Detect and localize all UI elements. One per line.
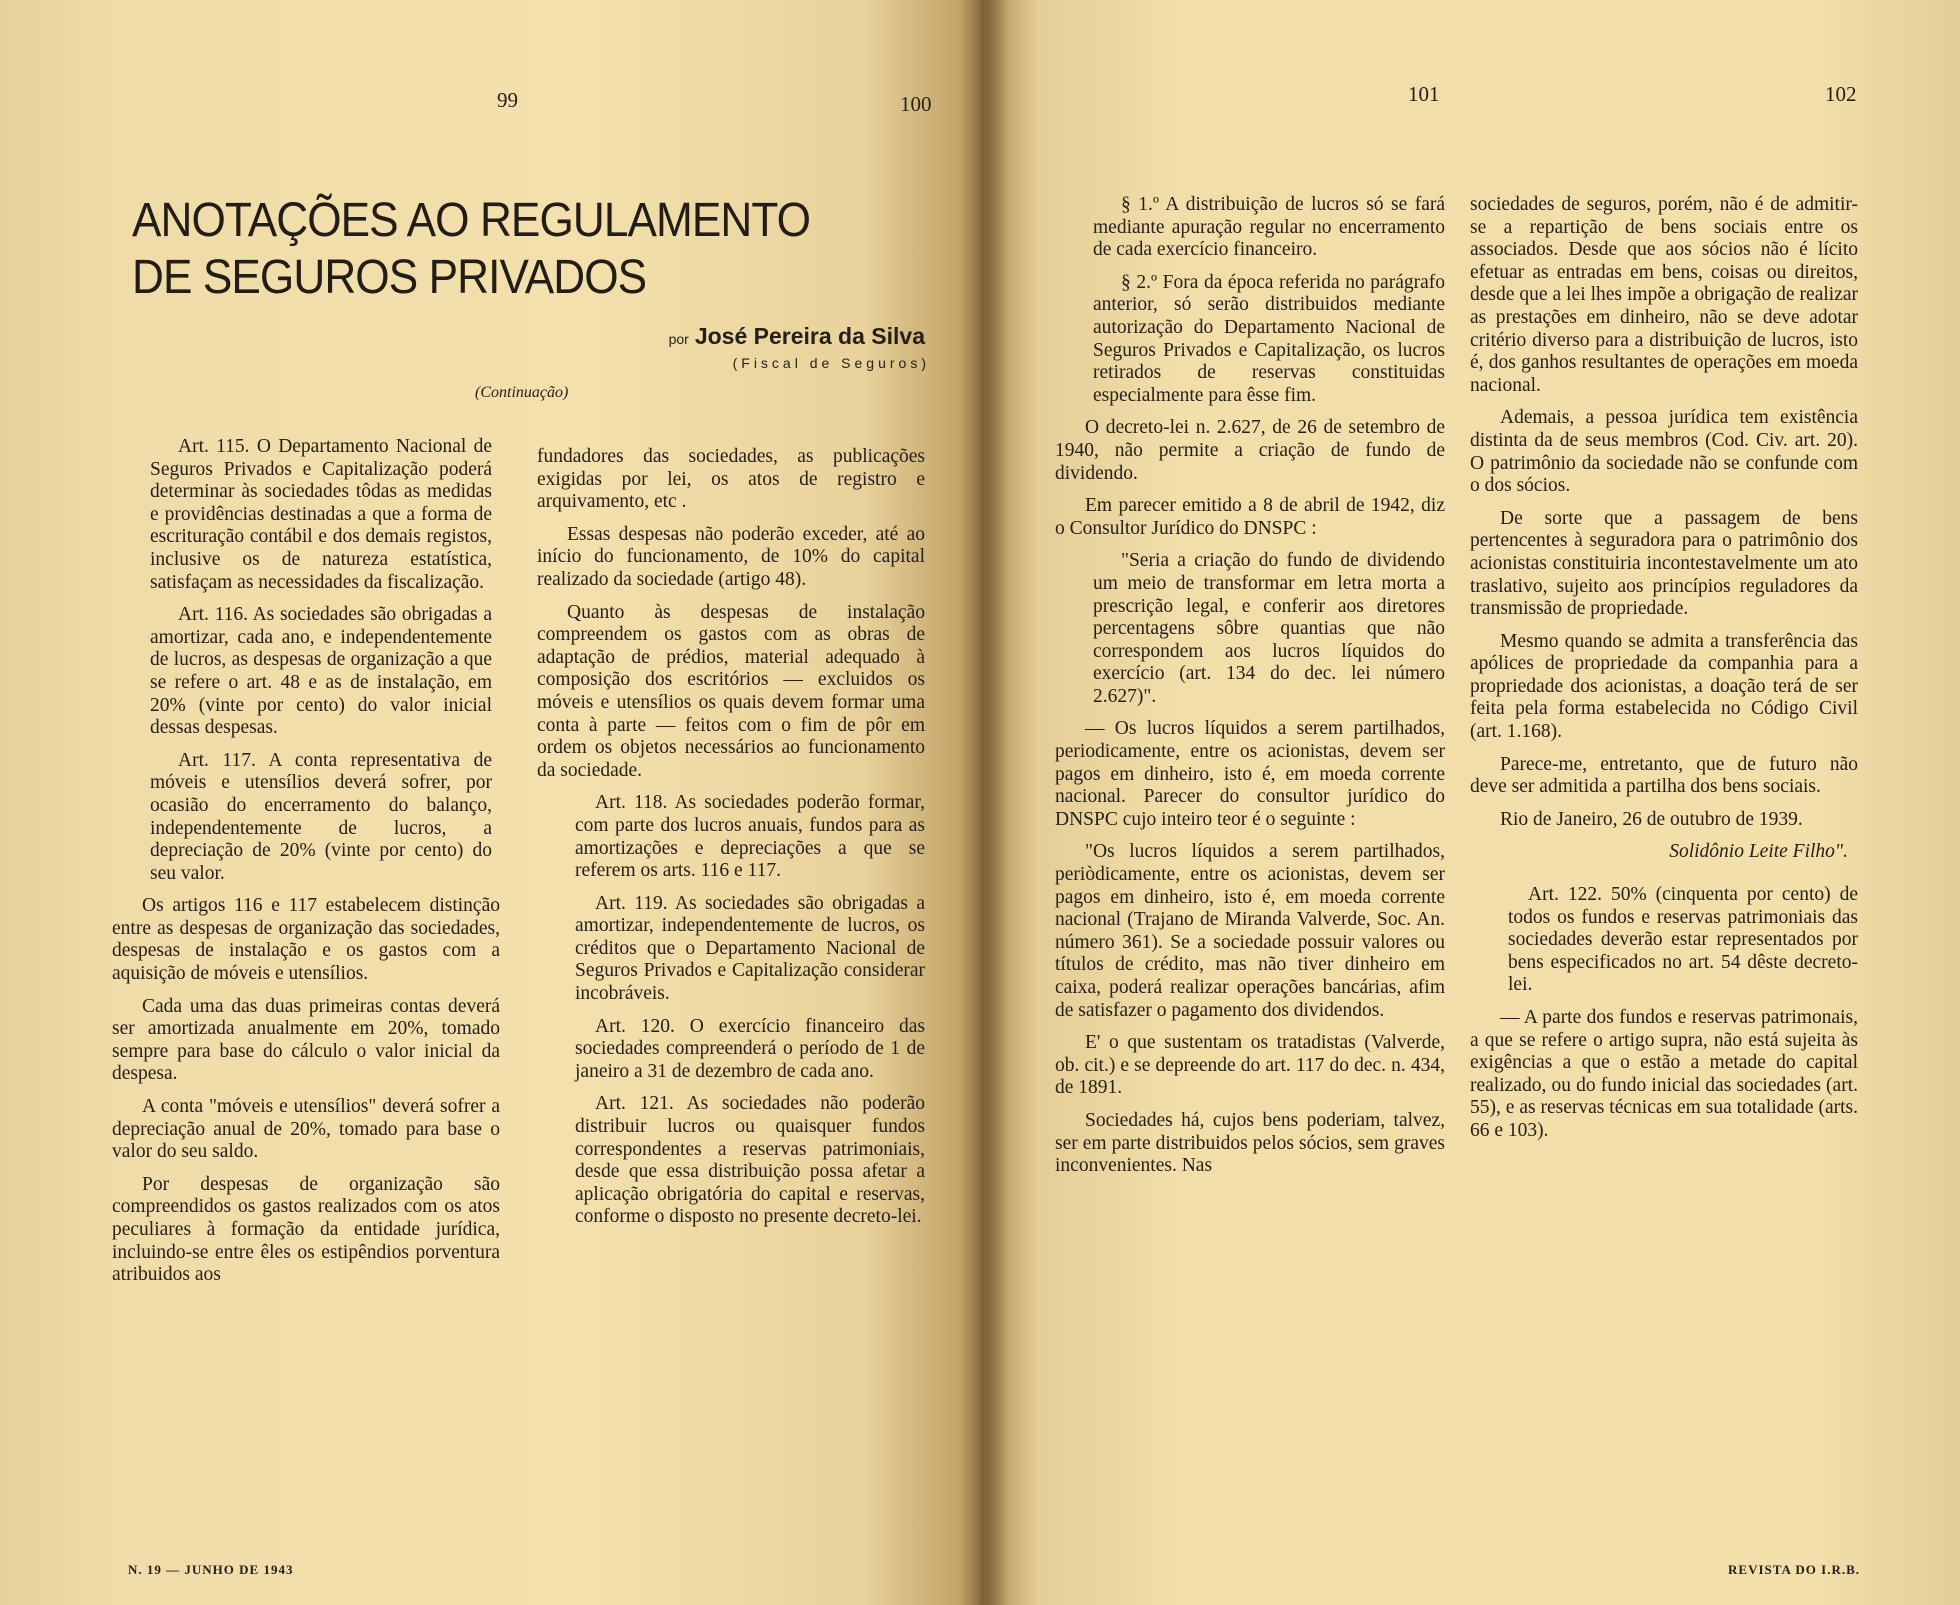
page-number-101: 101 <box>1408 82 1440 106</box>
paragraph: — Os lucros líquidos a serem partilhados, periodicamente, entre os acionistas, devem ser pagos em dinheiro, isto é, em moeda corrente nacional. Parecer do consultor jurídico do DNSPC cujo inteiro teor é o seguinte : <box>1055 718 1445 830</box>
author-name: José Pereira da Silva <box>694 323 925 349</box>
paragraph: Rio de Janeiro, 26 de outubro de 1939. <box>1500 808 1803 830</box>
paragraph: E' o que sustentam os tratadistas (Valverde, ob. cit.) e se depreende do art. 117 do dec. n. 434, de 1891. <box>1055 1032 1445 1099</box>
byline <box>669 323 925 350</box>
paragraph: Ademais, a pessoa jurídica tem existência distinta da de seus membros (Cod. Civ. art. 20). O patrimônio da sociedade não se confunde com o dos sócios. <box>1470 407 1858 497</box>
article-title <box>132 192 813 306</box>
paragraph: "Seria a criação do fundo de dividendo um meio de transformar em letra morta a prescrição legal, e conferir aos diretores percentagens sôbre quantias que não correspondem aos lucros líquidos do exercício (art. 134 do dec. lei número 2.627)". <box>1093 550 1445 707</box>
paragraph: — A parte dos fundos e reservas patrimonais, a que se refere o artigo supra, não está sujeita às exigências a que o estão a metade do capital realizado, ou do fundo inicial das sociedades (art. 55), e as reservas técnicas em sua totalidade (arts. 66 e 103). <box>1470 1007 1858 1141</box>
paragraph: sociedades de seguros, porém, não é de admitir-se a repartição de bens sociais entre os associados. Desde que aos sócios não é lícito efetuar as entradas em bens, coisas ou direitos, desde que a lei lhes impõe a obrigação de realizar as prestações em dinheiro, não se deve adotar critério diverso para a distribuição de lucros, isto é, dos ganhos resultantes de operações em moeda nacional. <box>1470 194 1858 396</box>
paragraph: Art. 115. O Departamento Nacional de Seguros Privados e Capitalização poderá determinar às sociedades tôdas as medidas e providências destinadas a que a forma de escrituração contábil e dos demais registos, inclusive os de natureza estatística, satisfaçam as necessidades da fiscalização. <box>150 436 492 593</box>
paragraph: Art. 122. 50% (cinquenta por cento) de todos os fundos e reservas patrimoniais das sociedades deverão estar representados por bens especificados no art. 54 dêste decreto-lei. <box>1508 884 1858 996</box>
title-line-1: ANOTAÇÕES AO REGULAMENTO <box>132 194 811 247</box>
book-gutter <box>960 0 1010 1605</box>
page-number-100: 100 <box>900 92 932 116</box>
paragraph: Art. 120. O exercício financeiro das sociedades compreenderá o período de 1 de janeiro a 31 de dezembro de cada ano. <box>575 1015 925 1082</box>
paragraph: Art. 121. As sociedades não poderão distribuir lucros ou quaisquer fundos correspondentes a reservas patrimoniais, desde que essa distribuição possa afetar a aplicação obrigatória do capital e reservas, conforme o disposto no presente decreto-lei. <box>575 1093 925 1228</box>
paragraph: Quanto às despesas de instalação compreendem os gastos com as obras de adaptação de prédios, material adequado à composição dos escritórios — excluidos os móveis e utensílios os quais devem formar uma conta à parte — feitos com o fim de pôr em ordem os objetos necessários ao funcionamento da sociedade. <box>537 601 925 781</box>
paragraph: Art. 116. As sociedades são obrigadas a amortizar, cada ano, e independentemente de lucros, as despesas de organização a que se refere o art. 48 e as de instalação, em 20% (vinte por cento) do valor inicial dessas despesas. <box>150 604 492 739</box>
right-page <box>980 0 1960 1605</box>
paragraph: Por despesas de organização são compreendidos os gastos realizados com os atos peculiares à formação da entidade jurídica, incluindo-se entre êles os estipêndios porventura atribuidos aos <box>112 1173 500 1286</box>
page-number-99: 99 <box>497 88 518 112</box>
continuation-note: (Continuação) <box>475 384 569 401</box>
column-1 <box>112 436 500 1297</box>
paragraph: § 1.º A distribuição de lucros só se fará mediante apuração regular no encerramento de cada exercício financeiro. <box>1093 194 1445 261</box>
paragraph: De sorte que a passagem de bens pertencentes à seguradora para o patrimônio dos acionistas constituiria incontestavelmente um ato traslativo, sujeito aos princípios reguladores da transmissão de propriedade. <box>1470 507 1858 620</box>
paragraph: A conta "móveis e utensílios" deverá sofrer a depreciação anual de 20%, tomado para base o valor do seu saldo. <box>112 1096 500 1163</box>
paragraph: Sociedades há, cujos bens poderiam, talvez, ser em parte distribuidos pelos sócios, sem graves inconvenientes. Nas <box>1055 1109 1445 1177</box>
footer-journal: REVISTA DO I.R.B. <box>1728 1562 1860 1577</box>
column-3 <box>1055 194 1445 1188</box>
author-role: (Fiscal de Seguros) <box>732 355 930 371</box>
paragraph: Em parecer emitido a 8 de abril de 1942, diz o Consultor Jurídico do DNSPC : <box>1055 495 1445 539</box>
column-4 <box>1470 194 1858 1153</box>
footer-issue: N. 19 — JUNHO DE 1943 <box>128 1562 294 1577</box>
by-prefix: por <box>668 331 689 347</box>
signature: Solidônio Leite Filho". <box>1669 841 1848 863</box>
paragraph: Mesmo quando se admita a transferência das apólices de propriedade da companhia para a propriedade dos acionistas, a doação terá de ser feita pela forma estabelecida no Código Civil (art. 1.168). <box>1470 630 1858 743</box>
paragraph: Cada uma das duas primeiras contas deverá ser amortizada anualmente em 20%, tomado sempre para base do cálculo o valor inicial da despesa. <box>112 995 500 1085</box>
paragraph: Parece-me, entretanto, que de futuro não deve ser admitida a partilha dos bens sociais. <box>1470 753 1858 798</box>
paragraph: O decreto-lei n. 2.627, de 26 de setembro de 1940, não permite a criação de fundo de dividendo. <box>1055 417 1445 484</box>
paragraph: Essas despesas não poderão exceder, até ao início do funcionamento, de 10% do capital realizado da sociedade (artigo 48). <box>537 523 925 590</box>
paragraph: § 2.º Fora da época referida no parágrafo anterior, só serão distribuidos mediante autorização do Departamento Nacional de Seguros Privados e Capitalização, os lucros retirados de reservas constituidas especialmente para êsse fim. <box>1093 271 1445 406</box>
paragraph: Os artigos 116 e 117 estabelecem distinção entre as despesas de organização das sociedades, despesas de instalação e os gastos com a aquisição de móveis e utensílios. <box>112 895 500 985</box>
title-line-2: DE SEGUROS PRIVADOS <box>132 251 647 304</box>
paragraph: Art. 119. As sociedades são obrigadas a amortizar, independentemente de lucros, os créditos que o Departamento Nacional de Seguros Privados e Capitalização considerar incobráveis. <box>575 892 925 1005</box>
column-2 <box>537 446 925 1239</box>
paragraph: Art. 117. A conta representativa de móveis e utensílios deverá sofrer, por ocasião do encerramento do balanço, independentemente de lucros, a depreciação de 20% (vinte por cento) do seu valor. <box>150 749 492 884</box>
paragraph: fundadores das sociedades, as publicações exigidas por lei, os atos de registro e arquivamento, etc . <box>537 446 925 513</box>
paragraph: Art. 118. As sociedades poderão formar, com parte dos lucros anuais, fundos para as amortizações e depreciações a que se referem os arts. 116 e 117. <box>575 792 925 882</box>
page-number-102: 102 <box>1825 82 1857 106</box>
paragraph: "Os lucros líquidos a serem partilhados, periòdicamente, entre os acionistas, devem ser pagos em dinheiro, isto é, em moeda corrente nacional (Trajano de Miranda Valverde, Soc. An. número 361). Se a sociedade possuir valores ou títulos de crédito, mas não tiver dinheiro em caixa, poderá realizar operações bancárias, afim de satisfazer o pagamento dos dividendos. <box>1055 841 1445 1021</box>
